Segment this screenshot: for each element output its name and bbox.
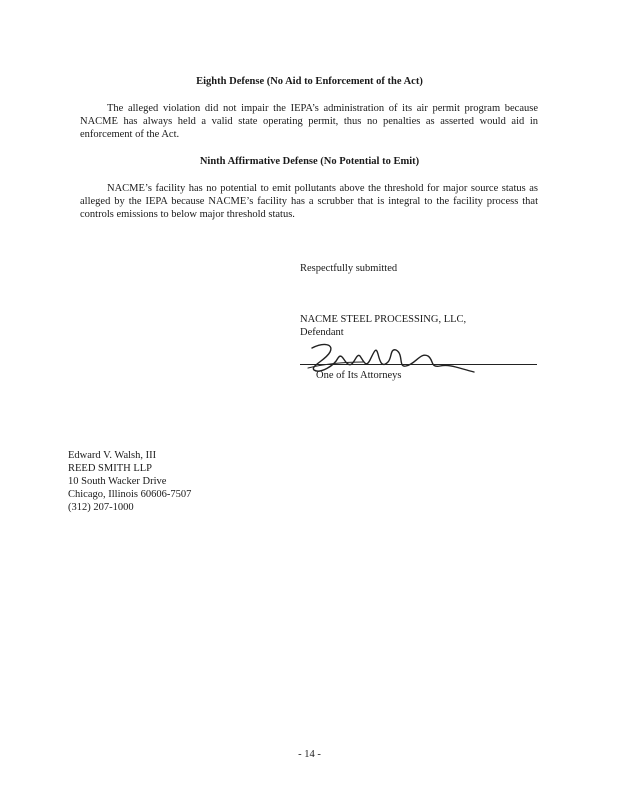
- party-role: Defendant: [300, 327, 344, 338]
- attorney-phone: (312) 207-1000: [68, 502, 134, 513]
- ninth-defense-heading: Ninth Affirmative Defense (No Potential to Emit): [199, 156, 420, 167]
- signer-caption: One of Its Attorneys: [316, 370, 402, 381]
- eighth-defense-paragraph: The alleged violation did not impair the IEPA’s administration of its air permit program because NACME has always held a valid state operating permit, thus no penalties as asserted would aid in enforcement of the Act.: [80, 103, 538, 140]
- signature-line: [300, 364, 537, 365]
- eighth-defense-heading: Eighth Defense (No Aid to Enforcement of the Act): [196, 76, 423, 87]
- attorney-name: Edward V. Walsh, III: [68, 450, 157, 461]
- attorney-city: Chicago, Illinois 60606-7507: [68, 489, 192, 500]
- party-name: NACME STEEL PROCESSING, LLC,: [300, 314, 467, 325]
- ninth-defense-paragraph: NACME’s facility has no potential to emit pollutants above the threshold for major source status as alleged by the IEPA because NACME’s facility has a scrubber that is integral to the facility process that controls emissions to below major threshold status.: [80, 183, 538, 220]
- attorney-firm: REED SMITH LLP: [68, 463, 152, 474]
- closing-text: Respectfully submitted: [300, 263, 398, 274]
- attorney-street: 10 South Wacker Drive: [68, 476, 167, 487]
- page-number: - 14 -: [298, 749, 321, 760]
